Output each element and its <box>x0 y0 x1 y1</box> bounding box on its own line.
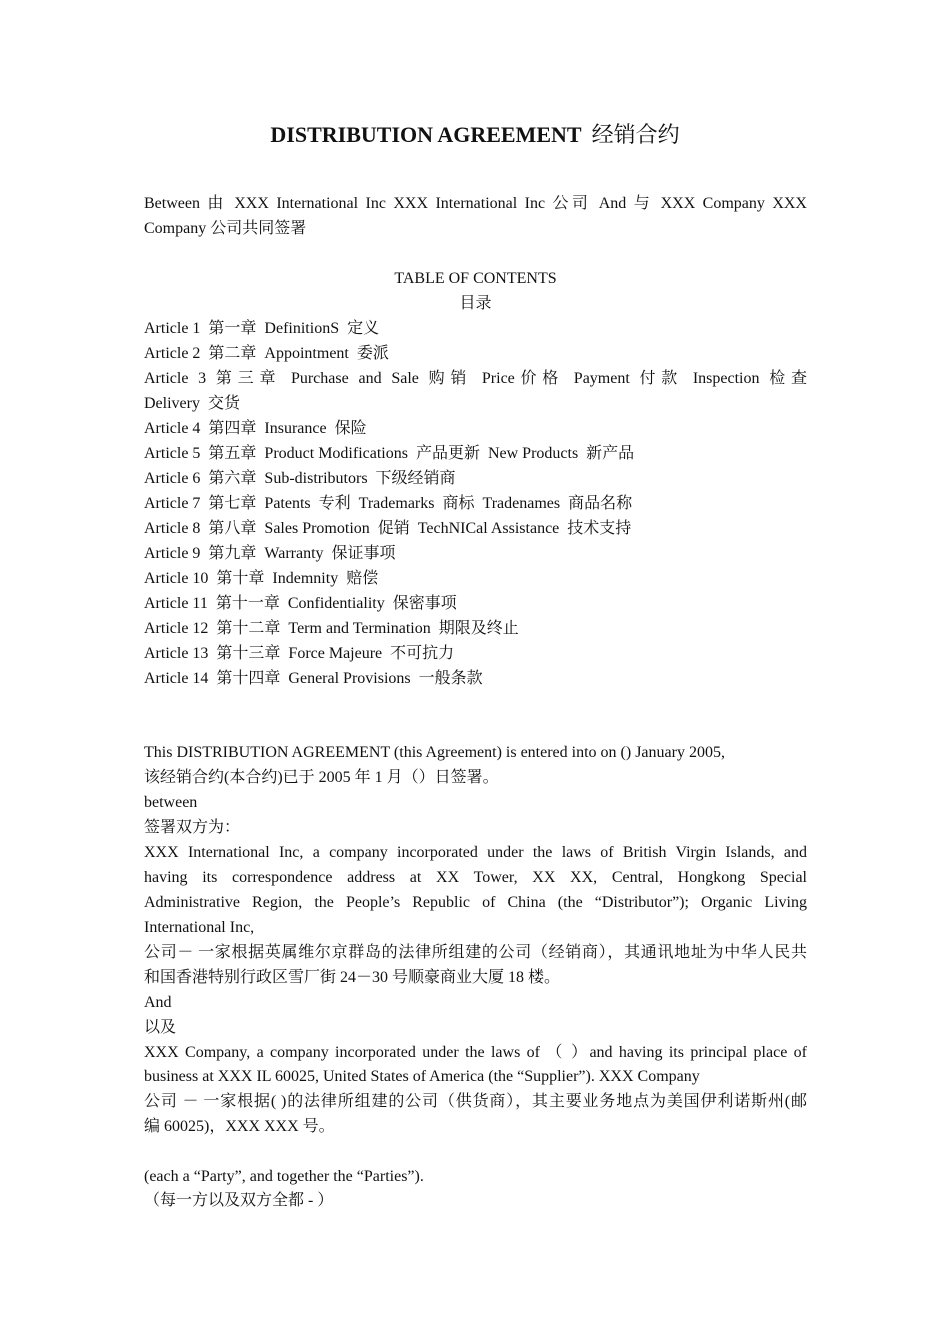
body-line: This DISTRIBUTION AGREEMENT (this Agreement) is entered into on () January 2005, <box>144 744 725 761</box>
body-line: XXX International Inc, a company incorporated under the laws of British Virgin Islands, and <box>144 844 807 861</box>
body-line: 该经销合约(本合约)已于 2005 年 1 月（）日签署。 <box>144 769 499 786</box>
toc-item: Article 5 第五章 Product Modifications 产品更新 New Products 新产品 <box>144 445 635 462</box>
toc-item: Delivery 交货 <box>144 395 240 412</box>
parties-intro-line-1: Between 由 XXX International Inc XXX International Inc 公司 And 与 XXX Company XXX <box>144 195 807 212</box>
body-line: 公司 － 一家根据( )的法律所组建的公司（供货商），其主要业务地点为美国伊利诺斯州(邮 <box>144 1093 807 1110</box>
toc-item: Article 1 第一章 DefinitionS 定义 <box>144 320 380 337</box>
title-chinese: 经销合约 <box>591 122 680 147</box>
body-line: (each a “Party”, and together the “Parties”). <box>144 1168 424 1185</box>
title-english: DISTRIBUTION AGREEMENT <box>270 122 582 147</box>
body-line: Administrative Region, the People’s Republic of China (the “Distributor”); Organic Living <box>144 894 807 911</box>
parties-intro-line-2: Company 公司共同签署 <box>144 220 307 237</box>
body-line: 签署双方为： <box>144 819 241 836</box>
toc-item: Article 3 第三章 Purchase and Sale 购销 Price价格 Payment 付款 Inspection 检查 <box>144 370 807 387</box>
body-line: XXX Company, a company incorporated under the laws of （ ）and having its principal place of <box>144 1044 807 1061</box>
toc-item: Article 2 第二章 Appointment 委派 <box>144 345 389 362</box>
toc-item: Article 12 第十二章 Term and Termination 期限及终止 <box>144 620 519 637</box>
body-line: 以及 <box>144 1019 177 1036</box>
toc-item: Article 9 第九章 Warranty 保证事项 <box>144 545 396 562</box>
body-line: between <box>144 794 198 811</box>
toc-item: Article 13 第十三章 Force Majeure 不可抗力 <box>144 645 455 662</box>
body-line: having its correspondence address at XX Tower, XX XX, Central, Hongkong Special <box>144 869 807 886</box>
body-line: And <box>144 994 172 1011</box>
body-line: （每一方以及双方全都 - ） <box>144 1192 334 1209</box>
body-line: 和国香港特别行政区雪厂街 24－30 号顺豪商业大厦 18 楼。 <box>144 969 561 986</box>
toc-heading-chinese: 目录 <box>459 295 492 312</box>
toc-item: Article 7 第七章 Patents 专利 Trademarks 商标 Tradenames 商品名称 <box>144 495 633 512</box>
body-line: business at XXX IL 60025, United States of America (the “Supplier”). XXX Company <box>144 1068 700 1085</box>
body-line: International Inc, <box>144 919 255 936</box>
document-title <box>0 120 950 150</box>
toc-item: Article 10 第十章 Indemnity 赔偿 <box>144 570 379 587</box>
toc-item: Article 14 第十四章 General Provisions 一般条款 <box>144 670 483 687</box>
toc-item: Article 8 第八章 Sales Promotion 促销 TechNICal Assistance 技术支持 <box>144 520 632 537</box>
body-line: 公司－ 一家根据英属维尔京群岛的法律所组建的公司（经销商），其通讯地址为中华人民共 <box>144 944 807 961</box>
toc-item: Article 4 第四章 Insurance 保险 <box>144 420 367 437</box>
toc-item: Article 6 第六章 Sub-distributors 下级经销商 <box>144 470 456 487</box>
body-line: 编 60025)，XXX XXX 号。 <box>144 1118 335 1135</box>
toc-heading: TABLE OF CONTENTS <box>394 270 557 287</box>
toc-item: Article 11 第十一章 Confidentiality 保密事项 <box>144 595 457 612</box>
